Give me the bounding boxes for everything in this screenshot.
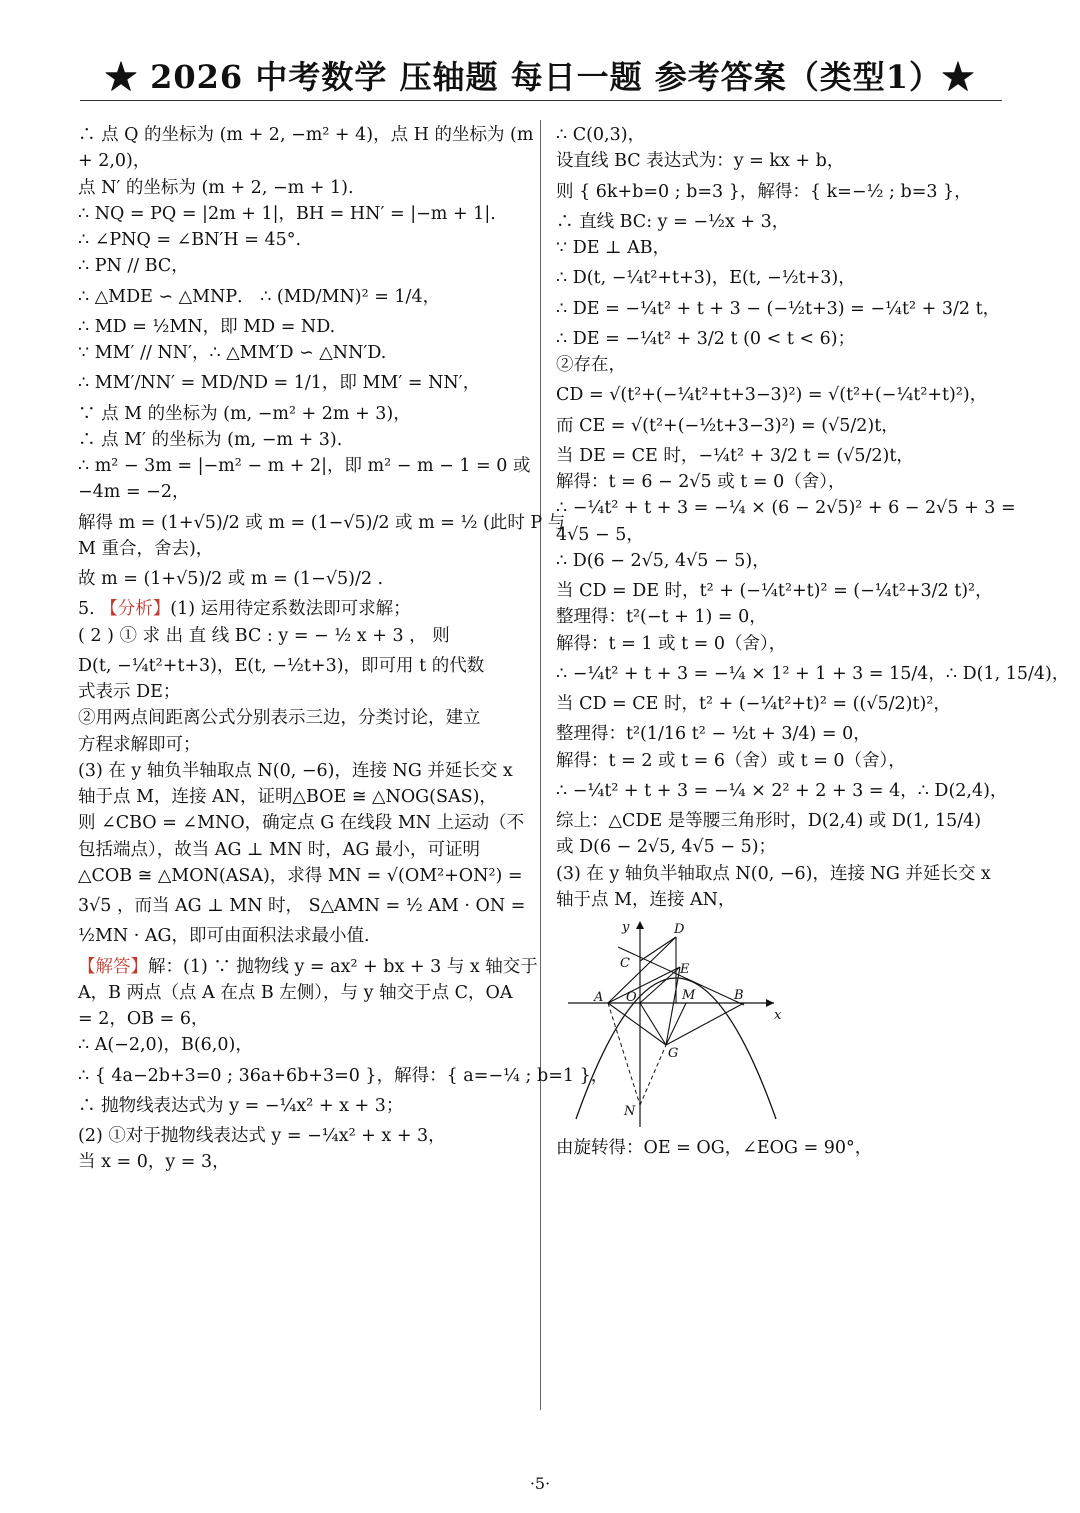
text-line: ∵ DE ⊥ AB， <box>556 238 671 258</box>
text-line: ∴ −¼t² + t + 3 = −¼ × 2² + 2 + 3 = 4，∴ D(2,4)， <box>556 780 1008 801</box>
text-line: ∴ 点 M′ 的坐标为 (m, −m + 3). <box>78 429 343 450</box>
text-line: 当 CD = DE 时，t² + (−¼t²+t)² = (−¼t²+3/2 t)²， <box>556 581 993 601</box>
text-line: CD = √(t²+(−¼t²+t+3−3)²) = √(t²+(−¼t²+t)²)， <box>556 385 988 406</box>
right-column <box>556 122 1070 1161</box>
text-line: ½MN · AG，即可由面积法求最小值. <box>78 926 370 947</box>
text-line: = 2，OB = 6， <box>78 1009 209 1029</box>
text-line: 整理得：t²(1/16 t² − ½t + 3/4) = 0， <box>556 724 871 745</box>
geometry-figure <box>562 919 802 1131</box>
analysis-line <box>78 596 524 622</box>
text-line: 解得 m = (1+√5)/2 或 m = (1−√5)/2 或 m = ½ (此时 P 与 <box>78 512 566 533</box>
text-line: (3) 在 y 轴负半轴取点 N(0, −6)，连接 NG 并延长交 x <box>78 760 513 781</box>
text-line: ∴ −¼t² + t + 3 = −¼ × 1² + 1 + 3 = 15/4，∴ D(1, 15/4)， <box>556 663 1070 684</box>
page-number: ·5· <box>529 1474 551 1493</box>
text-line: 解得：t = 2 或 t = 6（舍）或 t = 0（舍）， <box>556 750 906 771</box>
label-b: B <box>734 988 744 1003</box>
text-line: 轴于点 M，连接 AN， <box>556 889 736 910</box>
segment-cd <box>640 937 676 961</box>
text-line: 综上：△CDE 是等腰三角形时，D(2,4) 或 D(1, 15/4) <box>556 811 982 831</box>
text-line: (2) ①对于抛物线表达式 y = −¼x² + x + 3， <box>78 1126 446 1146</box>
column-divider <box>540 120 541 1410</box>
text-line: 设直线 BC 表达式为：y = kx + b， <box>556 151 845 172</box>
text-line: 式表示 DE； <box>78 682 181 702</box>
x-axis-arrow <box>766 999 774 1007</box>
label-m: M <box>682 988 696 1003</box>
text-line: ∴ △MDE ∽ △MNP． ∴ (MD/MN)² = 1/4， <box>78 286 441 307</box>
text-line: −4m = −2， <box>78 482 190 503</box>
text-line: ∴ 点 Q 的坐标为 (m + 2, −m² + 4)，点 H 的坐标为 (m <box>78 125 534 145</box>
label-n: N <box>624 1104 636 1119</box>
text-line: ∴ m² − 3m = |−m² − m + 2|，即 m² − m − 1 = 0 或 <box>78 456 531 476</box>
label-x: x <box>774 1008 782 1023</box>
text-line: 当 x = 0，y = 3， <box>78 1152 230 1173</box>
text-line: ∴ NQ = PQ = |2m + 1|，BH = HN′ = |−m + 1|. <box>78 203 496 224</box>
text-line: A，B 两点（点 A 在点 B 左侧），与 y 轴交于点 C，OA <box>78 982 513 1003</box>
dashed-an <box>608 1003 640 1105</box>
text-line: (3) 在 y 轴负半轴取点 N(0, −6)，连接 NG 并延长交 x <box>556 863 991 884</box>
text-line: 而 CE = √(t²+(−½t+3−3)²) = (√5/2)t， <box>556 415 899 436</box>
text-line: 方程求解即可； <box>78 734 201 755</box>
label-o: O <box>626 990 637 1005</box>
text-line: ∴ A(−2,0)，B(6,0)， <box>78 1035 253 1056</box>
problem-number: 5. <box>78 599 95 620</box>
text-line: ∴ { 4a−2b+3=0 ; 36a+6b+3=0 }，解得：{ a=−¼ ; b=1 }， <box>78 1065 609 1086</box>
text-line: ∵ 点 M 的坐标为 (m, −m² + 2m + 3)， <box>78 403 411 424</box>
text-line: 包括端点），故当 AG ⊥ MN 时，AG 最小，可证明 <box>78 839 480 860</box>
title-rule <box>80 100 1002 101</box>
segment-og <box>640 1003 666 1045</box>
text-line: 轴于点 M，连接 AN，证明△BOE ≅ △NOG(SAS)， <box>78 787 497 807</box>
page-title: ★ 2026 中考数学 压轴题 每日一题 参考答案（类型1）★ <box>104 58 976 96</box>
segment-bg <box>666 1003 744 1045</box>
text-line: ∵ MM′ // NN′，∴ △MM′D ∽ △NN′D. <box>78 343 387 363</box>
text-line: ∴ MD = ½MN，即 MD = ND. <box>78 316 336 337</box>
text-line: ∴ 抛物线表达式为 y = −¼x² + x + 3； <box>78 1095 404 1116</box>
text-line: 当 DE = CE 时，−¼t² + 3/2 t = (√5/2)t， <box>556 445 914 466</box>
text-line: 故 m = (1+√5)/2 或 m = (1−√5)/2 . <box>78 569 384 589</box>
text-line: 当 CD = CE 时，t² + (−¼t²+t)² = ((√5/2)t)²， <box>556 694 951 714</box>
text-line: 整理得：t²(−t + 1) = 0， <box>556 607 767 628</box>
text-line: ∴ −¼t² + t + 3 = −¼ × (6 − 2√5)² + 6 − 2√5 + 3 = <box>556 498 1016 519</box>
text-line: 4√5 − 5， <box>556 524 644 545</box>
y-axis-arrow <box>636 921 644 929</box>
label-d: D <box>674 922 685 937</box>
text-line: ∴ DE = −¼t² + t + 3 − (−½t+3) = −¼t² + 3/2 t， <box>556 298 1001 319</box>
label-g: G <box>668 1046 679 1061</box>
text-line: 由旋转得：OE = OG，∠EOG = 90°， <box>556 1138 873 1158</box>
label-e: E <box>680 962 690 977</box>
solution-line <box>78 954 538 980</box>
text-line: ∴ D(6 − 2√5, 4√5 − 5)， <box>556 550 770 571</box>
text-line: D(t, −¼t²+t+3)，E(t, −½t+3)，即可用 t 的代数 <box>78 655 485 676</box>
label-a: A <box>594 990 604 1005</box>
text-line: 解得：t = 1 或 t = 0（舍）， <box>556 633 787 654</box>
text-line: (1) 运用待定系数法即可求解； <box>170 599 411 620</box>
text-line: ∴ 直线 BC: y = −½x + 3， <box>556 211 790 232</box>
text-line: 或 D(6 − 2√5, 4√5 − 5)； <box>556 837 777 858</box>
text-line: ②存在， <box>556 355 626 375</box>
text-line: ( 2 ) ① 求 出 直 线 BC : y = − ½ x + 3 ， 则 <box>78 625 450 646</box>
label-c: C <box>620 956 630 971</box>
text-line: 解：(1) ∵ 抛物线 y = ax² + bx + 3 与 x 轴交于 <box>148 956 538 977</box>
text-line: + 2,0)， <box>78 151 151 172</box>
text-line: ∴ DE = −¼t² + 3/2 t (0 < t < 6)； <box>556 328 856 349</box>
label-y: y <box>622 920 630 935</box>
text-line: 解得：t = 6 − 2√5 或 t = 0（舍）， <box>556 472 846 492</box>
text-line: ∴ MM′/NN′ = MD/ND = 1/1，即 MM′ = NN′， <box>78 373 481 394</box>
text-line: ∴ D(t, −¼t²+t+3)，E(t, −½t+3)， <box>556 268 856 289</box>
text-line: 则 { 6k+b=0 ; b=3 }，解得：{ k=−½ ; b=3 }， <box>556 181 972 202</box>
text-line: ∴ PN // BC， <box>78 256 189 277</box>
analysis-tag: 【分析】 <box>100 599 171 620</box>
text-line: M 重合，舍去)， <box>78 538 214 559</box>
segment-mg <box>666 1003 686 1045</box>
text-line: 3√5 ，而当 AG ⊥ MN 时， S△AMN = ½ AM · ON = <box>78 896 526 916</box>
text-line: 则 ∠CBO = ∠MNO，确定点 G 在线段 MN 上运动（不 <box>78 813 525 834</box>
text-line: ∴ C(0,3)， <box>556 125 646 145</box>
text-line: △COB ≅ △MON(ASA)，求得 MN = √(OM²+ON²) = <box>78 865 523 886</box>
text-line: ②用两点间距离公式分别表示三边，分类讨论，建立 <box>78 708 481 729</box>
segment-ae <box>608 967 680 1003</box>
text-line: 点 N′ 的坐标为 (m + 2, −m + 1). <box>78 177 354 198</box>
text-line: ∴ ∠PNQ = ∠BN′H = 45°. <box>78 230 302 250</box>
segment-ag <box>608 1003 666 1045</box>
dashed-ng <box>640 1045 666 1105</box>
solution-tag: 【解答】 <box>78 956 148 977</box>
